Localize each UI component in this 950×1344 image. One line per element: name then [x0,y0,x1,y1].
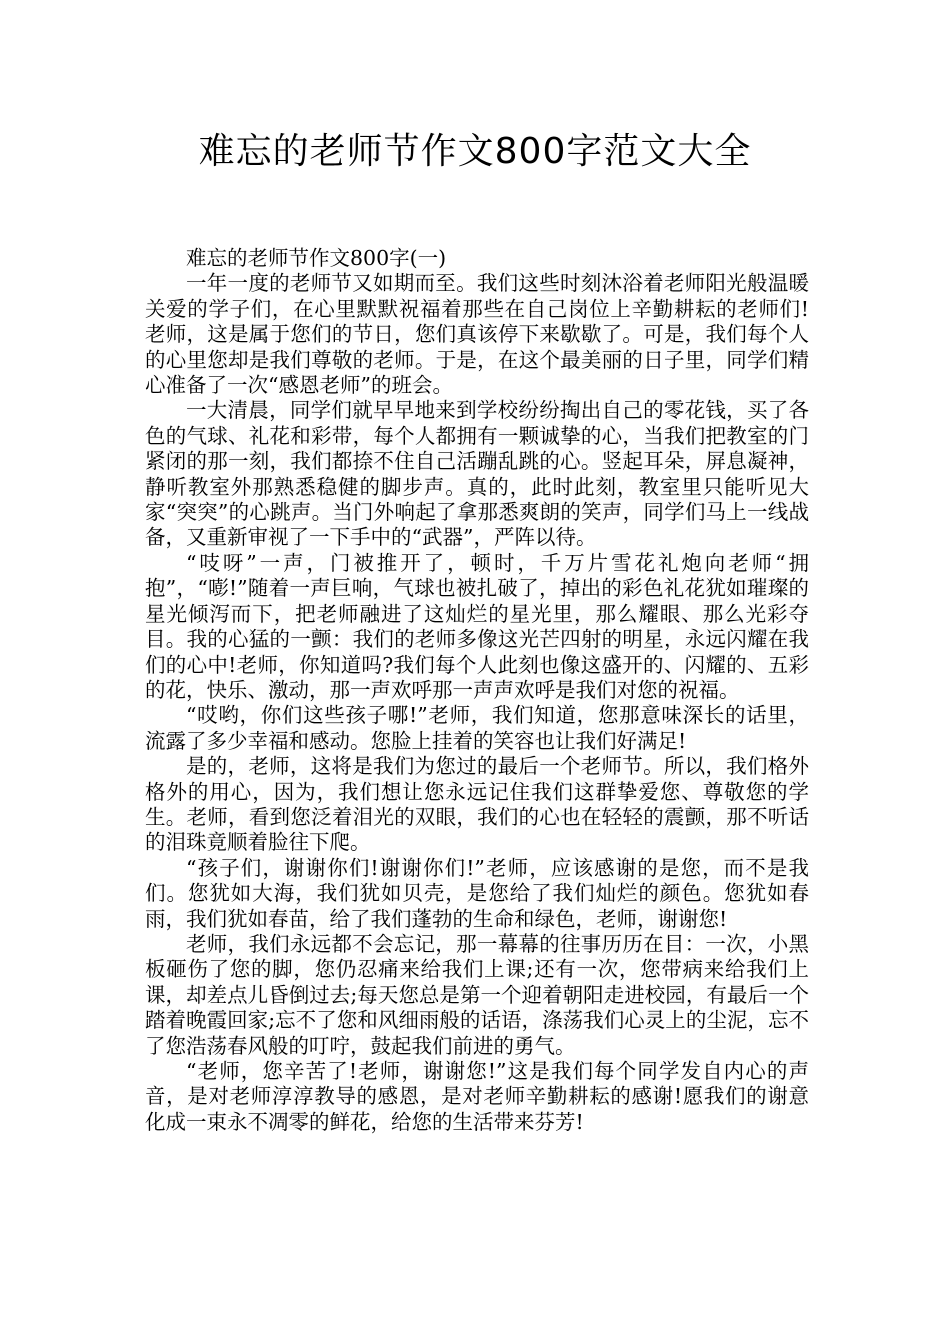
section-subtitle: 难忘的老师节作文800字(一) [186,246,447,270]
paragraph-2: 一大清晨，同学们就早早地来到学校纷纷掏出自己的零花钱，买了各色的气球、礼花和彩带，每个人都拥有一颗诚挚的心，当我们把教室的门紧闭的那一刻，我们都捺不住自己活蹦乱跳的心。竖起耳朵，屏息凝神，静听教室外那熟悉稳健的脚步声。真的，此时此刻，教室里只能听见大家“突突”的心跳声。当门外响起了拿那悉爽朗的笑声，同学们马上一线战备，又重新审视了一下手中的“武器”，严阵以待。 [145,398,809,550]
paragraph-6: “孩子们，谢谢你们!谢谢你们!”老师，应该感谢的是您，而不是我们。您犹如大海，我们犹如贝壳，是您给了我们灿烂的颜色。您犹如春雨，我们犹如春苗，给了我们蓬勃的生命和绿色，老师，谢谢您! [145,855,809,931]
paragraph-3: “吱呀”一声，门被推开了，顿时，千万片雪花礼炮向老师“拥抱”，“嘭!”随着一声巨响，气球也被扎破了，掉出的彩色礼花犹如璀璨的星光倾泻而下，把老师融进了这灿烂的星光里，那么耀眼、那么光彩夺目。我的心猛的一颤：我们的老师多像这光芒四射的明星，永远闪耀在我们的心中!老师，你知道吗?我们每个人此刻也像这盛开的、闪耀的、五彩的花，快乐、激动，那一声欢呼那一声声欢呼是我们对您的祝福。 [145,550,809,702]
paragraph-4: “哎哟，你们这些孩子哪!”老师，我们知道，您那意味深长的话里，流露了多少幸福和感动。您脸上挂着的笑容也让我们好满足! [145,703,809,753]
paragraph-7: 老师，我们永远都不会忘记，那一幕幕的往事历历在目：一次，小黑板砸伤了您的脚，您仍忍痛来给我们上课;还有一次，您带病来给我们上课，却差点儿昏倒过去;每天您总是第一个迎着朝阳走进校园，有最后一个踏着晚霞回家;忘不了您和风细雨般的话语，涤荡我们心灵上的尘泥，忘不了您浩荡春风般的叮咛，鼓起我们前进的勇气。 [145,931,809,1058]
document-title: 难忘的老师节作文800字范文大全 [198,131,752,172]
paragraph-8: “老师，您辛苦了!老师，谢谢您!”这是我们每个同学发自内心的声音，是对老师淳淳教导的感恩，是对老师辛勤耕耘的感谢!愿我们的谢意化成一束永不凋零的鲜花，给您的生活带来芬芳! [145,1059,809,1134]
document-body [145,246,809,1135]
paragraph-5: 是的，老师，这将是我们为您过的最后一个老师节。所以，我们格外格外的用心，因为，我们想让您永远记住我们这群挚爱您、尊敬您的学生。老师，看到您泛着泪光的双眼，我们的心也在轻轻的震颤，那不听话的泪珠竟顺着脸往下爬。 [145,754,809,855]
paragraph-1: 一年一度的老师节又如期而至。我们这些时刻沐浴着老师阳光般温暖关爱的学子们，在心里默默祝福着那些在自己岗位上辛勤耕耘的老师们!老师，这是属于您们的节日，您们真该停下来歇歇了。可是，我们每个人的心里您却是我们尊敬的老师。于是，在这个最美丽的日子里，同学们精心准备了一次“感恩老师”的班会。 [145,271,809,398]
